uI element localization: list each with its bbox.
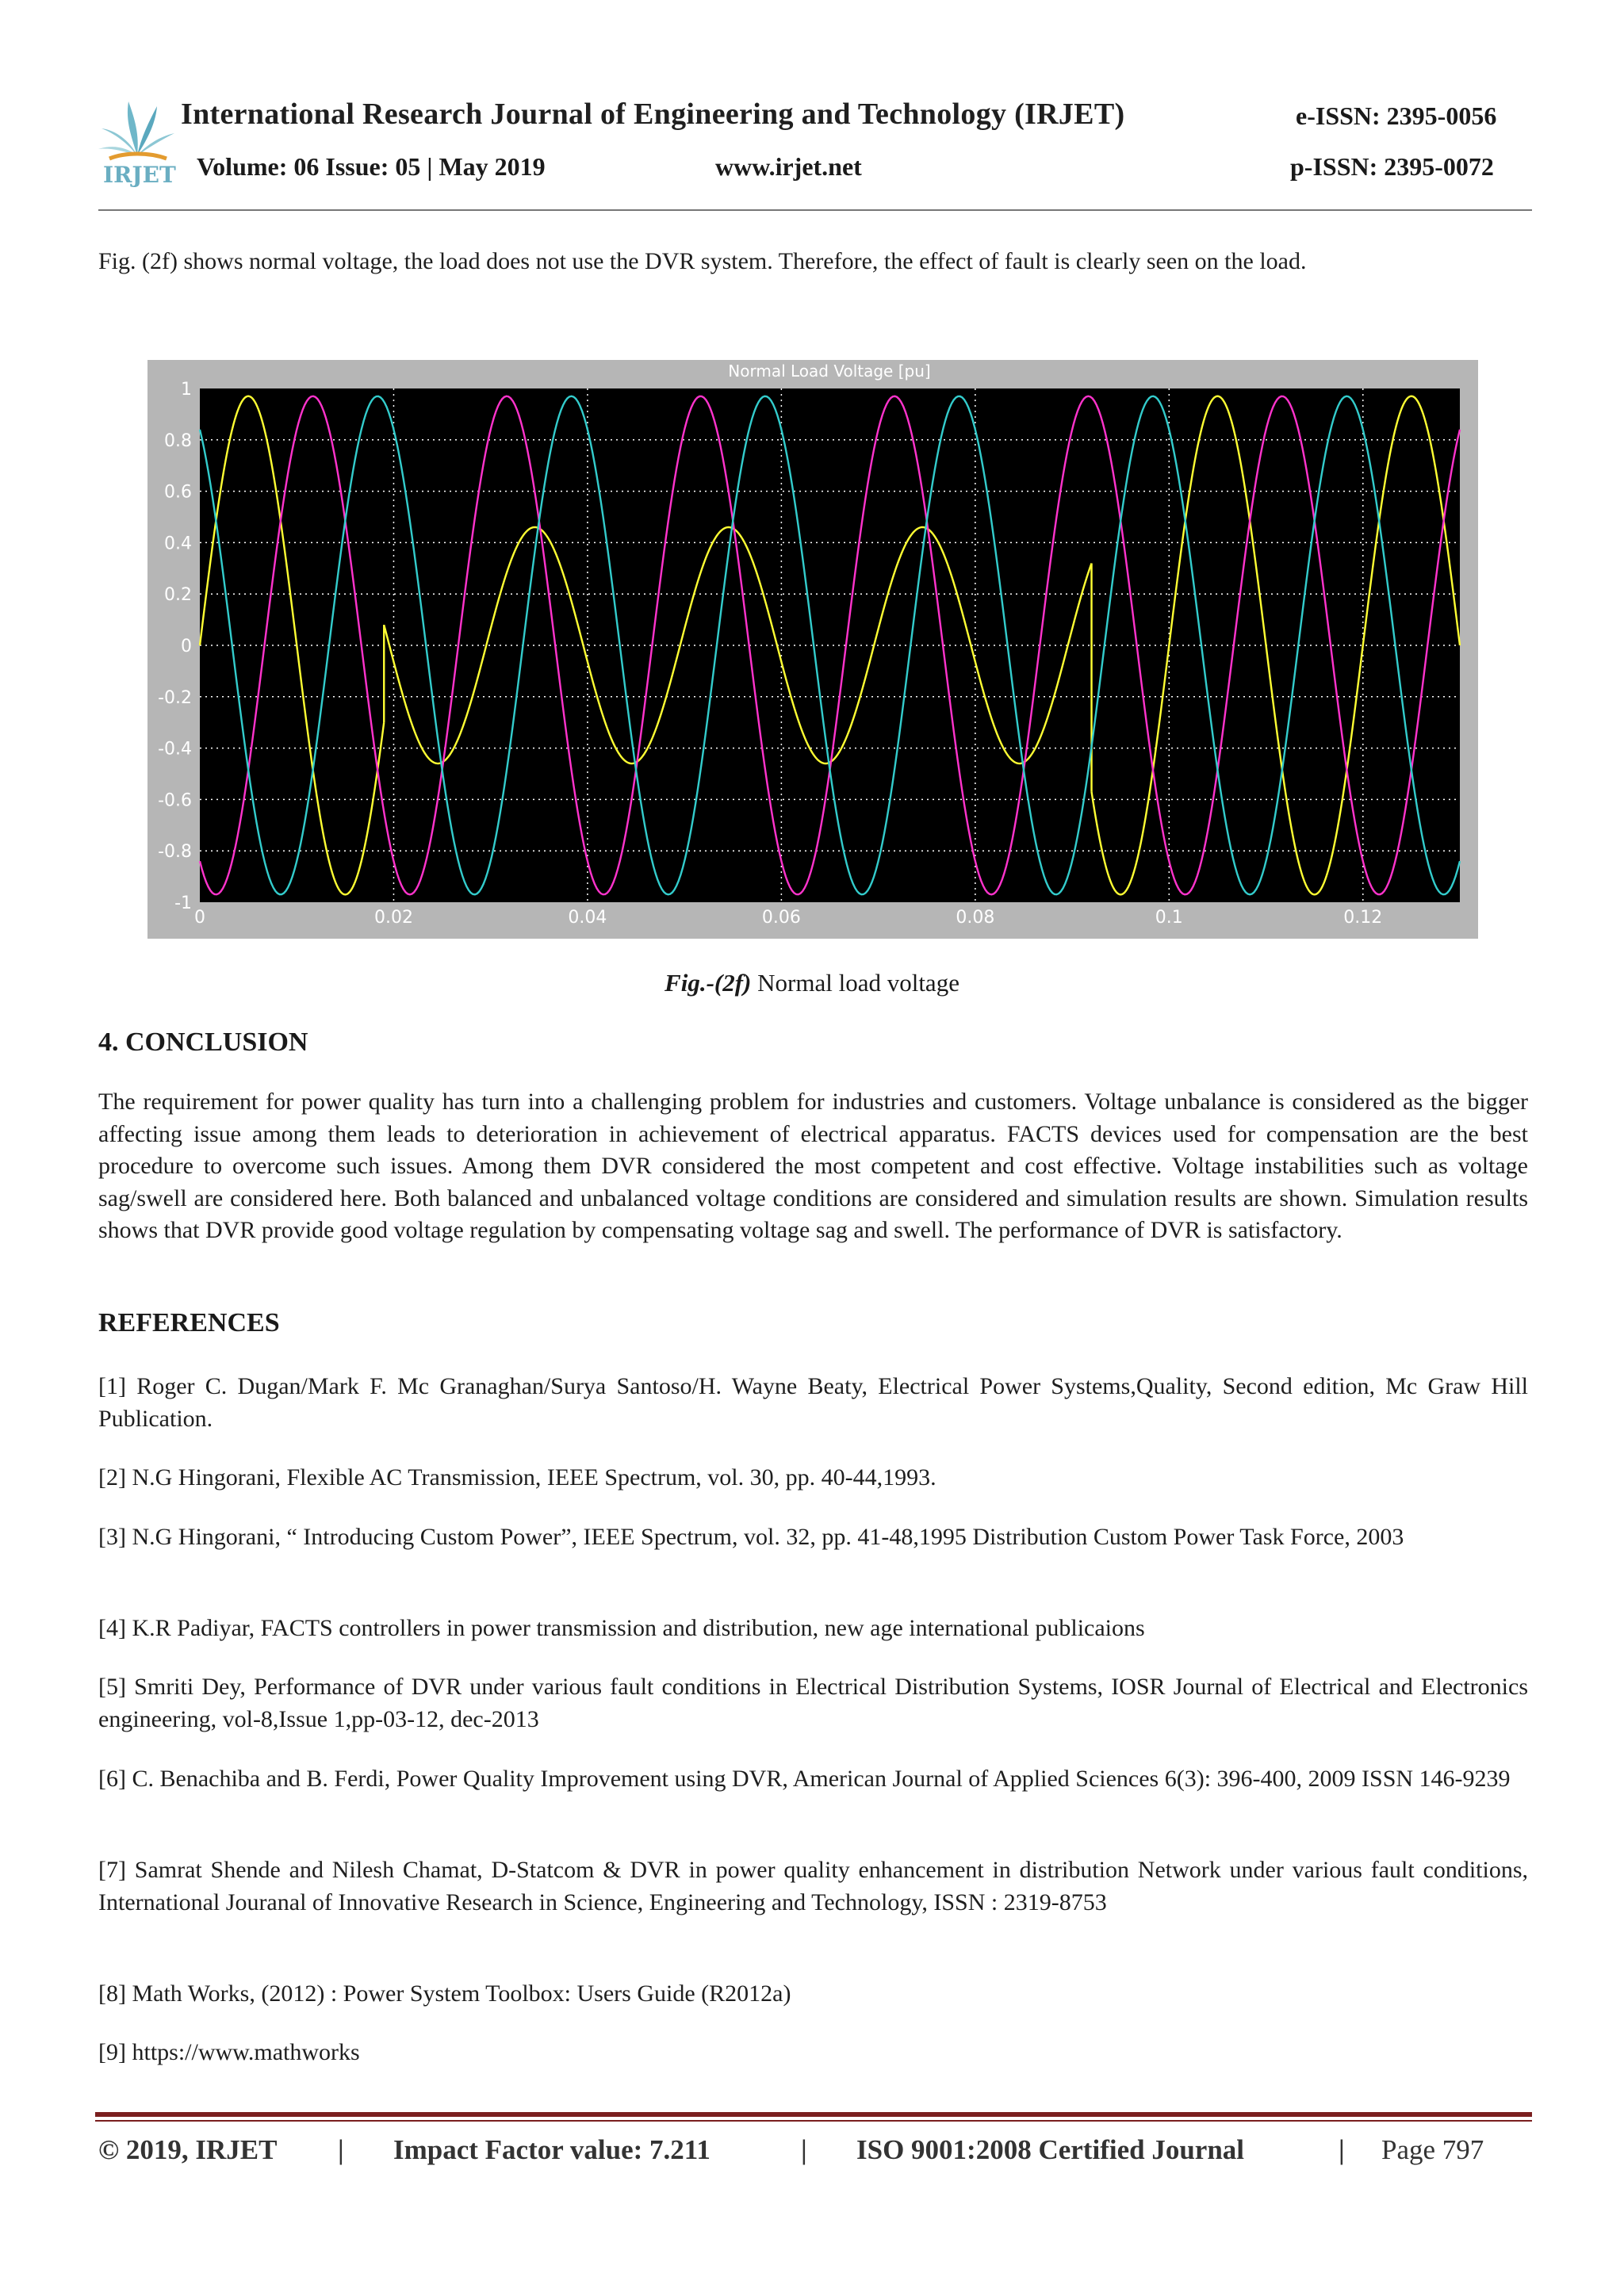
y-tick-label: 0 (181, 637, 192, 656)
footer-separator-1: | (338, 2134, 344, 2165)
footer-divider-thick (95, 2112, 1532, 2117)
y-tick-label: 0.2 (164, 585, 192, 606)
figure-normal-load-voltage (147, 360, 1478, 939)
y-tick-label: 0.6 (164, 482, 192, 503)
y-tick-label: -1 (174, 894, 192, 913)
reference-item-1: [1] Roger C. Dugan/Mark F. Mc Granaghan/Surya Santoso/H. Wayne Beaty, Electrical Power Systems,Quality, Second edition, Mc Graw Hill Publication. (98, 1373, 1528, 1432)
header-divider (98, 209, 1532, 211)
references-heading: REFERENCES (98, 1308, 280, 1337)
intro-paragraph: Fig. (2f) shows normal voltage, the load does not use the DVR system. Therefore, the effect of fault is clearly seen on the load. (98, 248, 1307, 274)
reference-item-4: [4] K.R Padiyar, FACTS controllers in power transmission and distribution, new age international publicaions (98, 1615, 1145, 1641)
footer-separator-3: | (1339, 2134, 1345, 2165)
footer-separator-2: | (801, 2134, 807, 2165)
x-tick-label: 0.02 (373, 908, 413, 928)
logo-text: IRJET (103, 162, 176, 188)
chart-title: Normal Load Voltage [pu] (728, 362, 931, 381)
journal-website-link[interactable]: www.irjet.net (715, 152, 862, 181)
journal-logo (94, 94, 181, 189)
conclusion-paragraph: The requirement for power quality has turn into a challenging problem for industries and customers. Voltage unbalance is considered as the bigger affecting issue among them leads to deterioration in achievement of electrical apparatus. FACTS devices used for compensation are the best procedure to overcome such issues. Among them DVR considered the most competent and cost effective. Voltage instabilities such as voltage sag/swell are considered here. Both balanced and unbalanced voltage conditions are considered and simulation results are shown. Simulation results shows that DVR provide good voltage regulation by compensating voltage sag and swell. The performance of DVR is satisfactory. (98, 1089, 1528, 1243)
reference-item-6: [6] C. Benachiba and B. Ferdi, Power Quality Improvement using DVR, American Journal of Applied Sciences 6(3): 396-400, 2009 ISSN 146-9239 (98, 1766, 1511, 1792)
y-tick-label: 1 (181, 380, 192, 400)
y-tick-label: -0.6 (158, 790, 192, 811)
y-tick-label: -0.4 (158, 739, 192, 760)
conclusion-heading: 4. CONCLUSION (98, 1027, 308, 1057)
chart-svg (147, 360, 1478, 939)
reference-item-7: [7] Samrat Shende and Nilesh Chamat, D-Statcom & DVR in power quality enhancement in distribution Network under various fault conditions, International Jouranal of Innovative Research in Science, Engineering and Technology, ISSN : 2319-8753 (98, 1857, 1528, 1915)
x-tick-label: 0.08 (956, 908, 995, 928)
x-tick-label: 0 (194, 908, 205, 928)
y-tick-label: 0.4 (164, 534, 192, 554)
y-tick-label: -0.8 (158, 842, 192, 863)
reference-item-5: [5] Smriti Dey, Performance of DVR under various fault conditions in Electrical Distribution Systems, IOSR Journal of Electrical and Electronics engineering, vol-8,Issue 1,pp-03-12, dec-2013 (98, 1674, 1528, 1732)
x-tick-label: 0.04 (568, 908, 607, 928)
footer-page-number: Page 797 (1381, 2134, 1484, 2165)
e-issn: e-ISSN: 2395-0056 (1296, 101, 1497, 130)
reference-item-9: [9] https://www.mathworks (98, 2039, 360, 2065)
figure-caption-label: Fig.-(2f) (665, 969, 752, 997)
x-tick-label: 0.12 (1343, 908, 1383, 928)
p-issn: p-ISSN: 2395-0072 (1290, 152, 1494, 181)
footer-impact-factor: Impact Factor value: 7.211 (393, 2134, 710, 2165)
reference-item-2: [2] N.G Hingorani, Flexible AC Transmission, IEEE Spectrum, vol. 30, pp. 40-44,1993. (98, 1464, 936, 1490)
footer-divider-thin (95, 2120, 1532, 2122)
y-tick-label: 0.8 (164, 430, 192, 451)
journal-title: International Research Journal of Engineering and Technology (IRJET) (181, 98, 1125, 131)
reference-item-8: [8] Math Works, (2012) : Power System Toolbox: Users Guide (R2012a) (98, 1980, 791, 2007)
y-tick-label: -0.2 (158, 687, 192, 708)
reference-item-3: [3] N.G Hingorani, “ Introducing Custom Power”, IEEE Spectrum, vol. 32, pp. 41-48,1995 Distribution Custom Power Task Force, 2003 (98, 1524, 1404, 1550)
x-tick-label: 0.06 (761, 908, 801, 928)
footer-iso: ISO 9001:2008 Certified Journal (856, 2134, 1245, 2165)
footer-copyright: © 2019, IRJET (98, 2134, 278, 2165)
volume-issue: Volume: 06 Issue: 05 | May 2019 (197, 152, 546, 181)
figure-caption-text: Normal load voltage (751, 969, 959, 997)
x-tick-label: 0.1 (1155, 908, 1183, 928)
figure-caption (0, 969, 1624, 997)
